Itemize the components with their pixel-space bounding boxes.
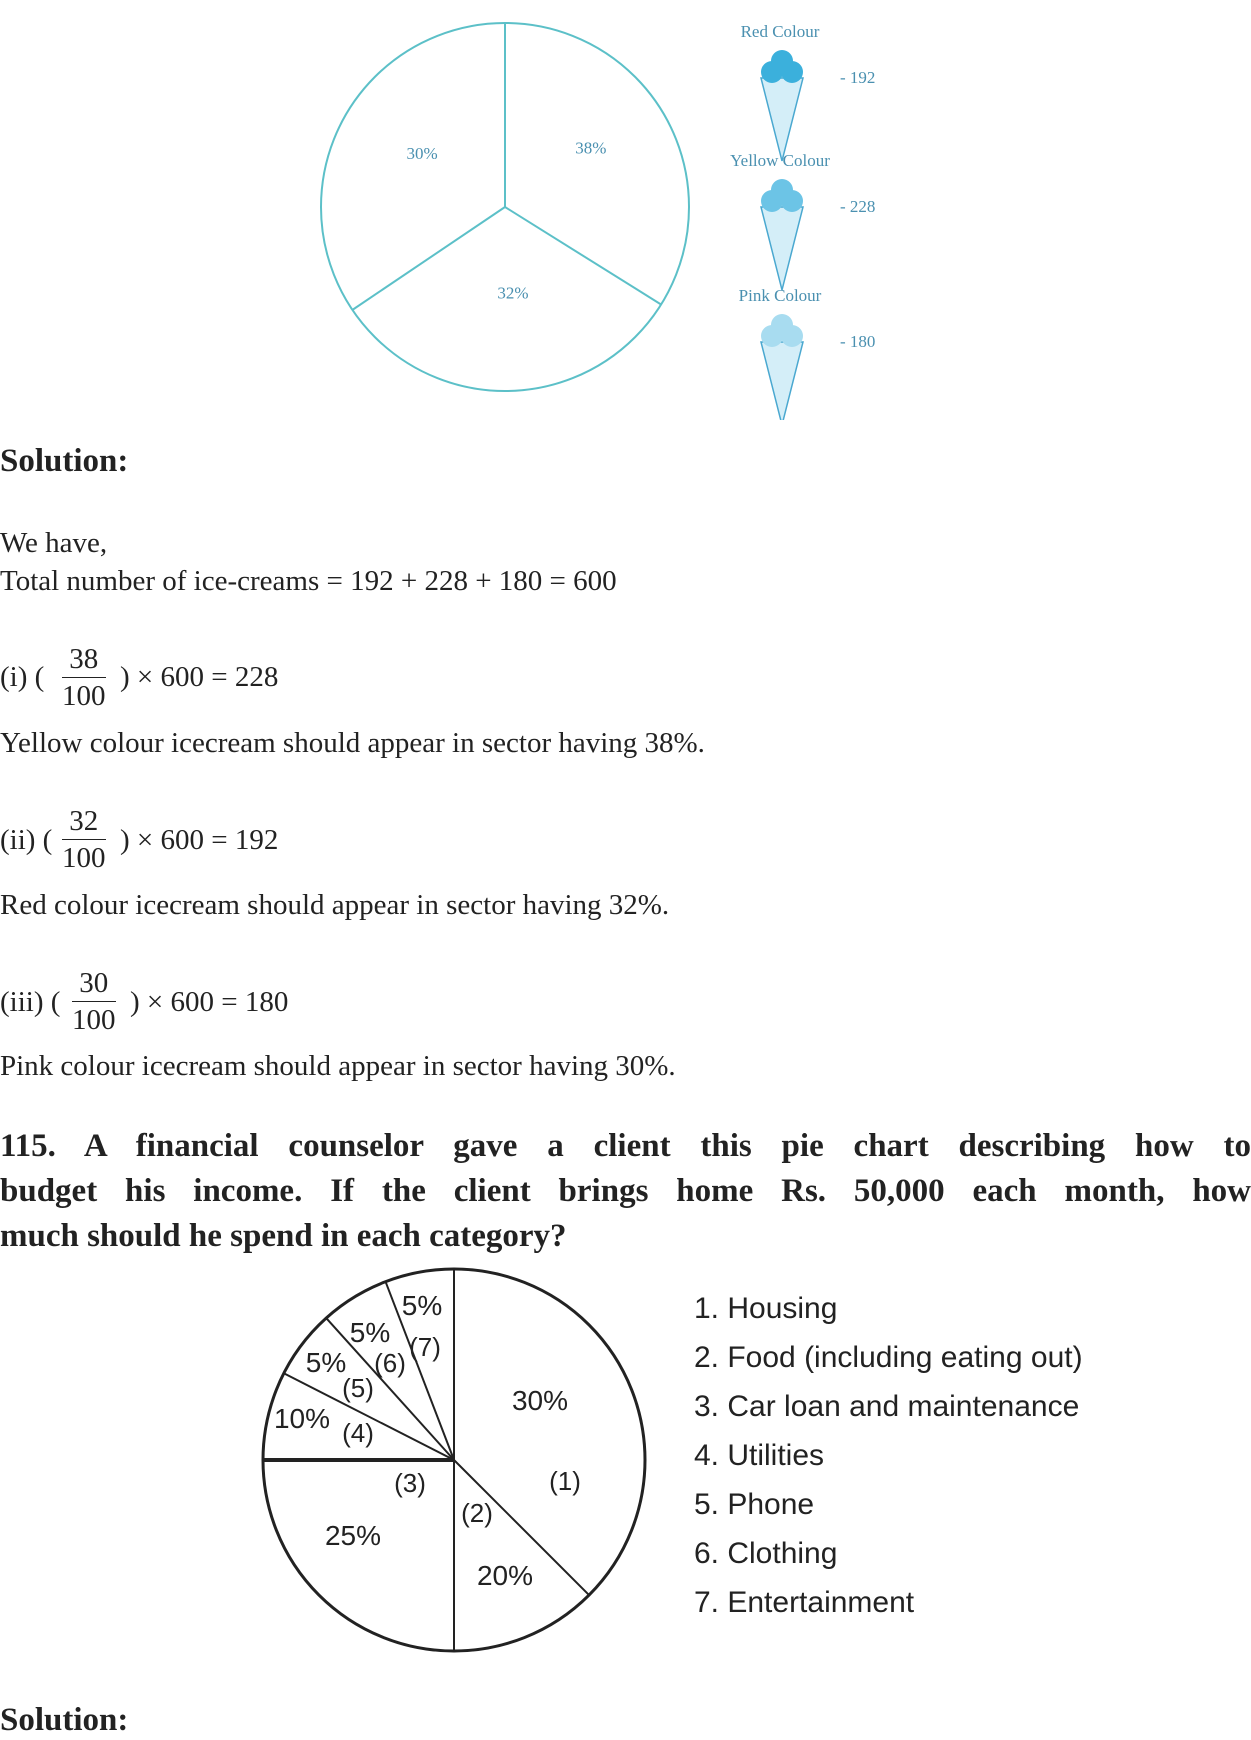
slice-percent: 5% — [349, 1317, 391, 1348]
part-ii-prefix: (ii) ( — [0, 824, 53, 856]
part-iii-result: ) × 600 = 180 — [130, 986, 289, 1018]
legend-item: 3. Car loan and maintenance — [694, 1390, 1080, 1423]
we-have: We have, — [0, 527, 108, 559]
scoop — [771, 179, 793, 201]
slice-percent: 10% — [273, 1403, 331, 1434]
slice-number: (2) — [461, 1498, 493, 1528]
slice-percent: 20% — [476, 1560, 534, 1591]
slice-percent: 30% — [511, 1385, 569, 1416]
pie-slice-boundary — [352, 207, 505, 310]
part-ii-result: ) × 600 = 192 — [120, 824, 279, 856]
slice-number: (5) — [342, 1373, 374, 1403]
question-115-line3: much should he spend in each category? — [0, 1218, 567, 1254]
numerator: 38 — [62, 641, 106, 678]
slice-percent: 5% — [305, 1347, 347, 1378]
cone — [761, 78, 803, 161]
scoop — [771, 314, 793, 336]
legend-value: - 192 — [840, 68, 876, 87]
fraction-i — [62, 641, 106, 714]
slice-percent: 5% — [401, 1290, 443, 1321]
solution-heading: Solution: — [0, 443, 129, 479]
legend-item: 6. Clothing — [694, 1537, 838, 1570]
legend-label: Red Colour — [740, 22, 820, 41]
slice-number: (6) — [374, 1348, 406, 1378]
slice-number: (7) — [409, 1332, 441, 1362]
scoop — [771, 50, 793, 72]
part-ii-conclusion: Red colour icecream should appear in sector having 32%. — [0, 889, 670, 921]
slice-number: (1) — [549, 1466, 581, 1496]
slice-label: 30% — [406, 144, 438, 164]
denominator: 100 — [62, 842, 106, 874]
part-iii-conclusion: Pink colour icecream should appear in sector having 30%. — [0, 1050, 676, 1082]
legend-value: - 228 — [840, 197, 876, 216]
legend-item: 7. Entertainment — [694, 1586, 915, 1619]
slice-label: 38% — [575, 138, 607, 158]
part-i-result: ) × 600 = 228 — [120, 661, 279, 693]
legend-item: 1. Housing — [694, 1292, 838, 1325]
numerator: 30 — [72, 965, 116, 1002]
cone — [761, 342, 803, 420]
budget-legend — [694, 1292, 1083, 1635]
denominator: 100 — [62, 680, 106, 712]
slice-label: 32% — [497, 283, 529, 303]
ice-cream-icon — [761, 50, 803, 161]
solution-heading-2: Solution: — [0, 1702, 129, 1738]
slice-number: (4) — [342, 1418, 374, 1448]
ice-cream-icon — [761, 179, 803, 290]
legend-label: Yellow Colour — [730, 151, 830, 170]
legend-value: - 180 — [840, 332, 876, 351]
icecream-pie-chart — [0, 0, 1251, 420]
part-iii-prefix: (iii) ( — [0, 986, 61, 1018]
fraction-iii — [72, 965, 116, 1038]
legend-item: 5. Phone — [694, 1488, 815, 1521]
legend-item: 4. Utilities — [694, 1439, 825, 1472]
slice-percent: 25% — [324, 1520, 382, 1551]
part-i-conclusion: Yellow colour icecream should appear in sector having 38%. — [0, 727, 705, 759]
cone — [761, 207, 803, 290]
slice-number: (3) — [394, 1468, 426, 1498]
part-i-prefix: (i) ( — [0, 661, 45, 693]
numerator: 32 — [62, 803, 106, 840]
fraction-ii — [62, 803, 106, 876]
denominator: 100 — [72, 1004, 116, 1036]
legend-item: 2. Food (including eating out) — [694, 1341, 1083, 1374]
legend-label: Pink Colour — [738, 286, 822, 305]
total-line: Total number of ice-creams = 192 + 228 + 180 = 600 — [0, 565, 617, 597]
question-115-line1: 115. A financial counselor gave a client this pie chart describing how to — [0, 1128, 1251, 1164]
ice-cream-icon — [761, 314, 803, 420]
question-115-line2: budget his income. If the client brings home Rs. 50,000 each month, how — [0, 1173, 1251, 1209]
